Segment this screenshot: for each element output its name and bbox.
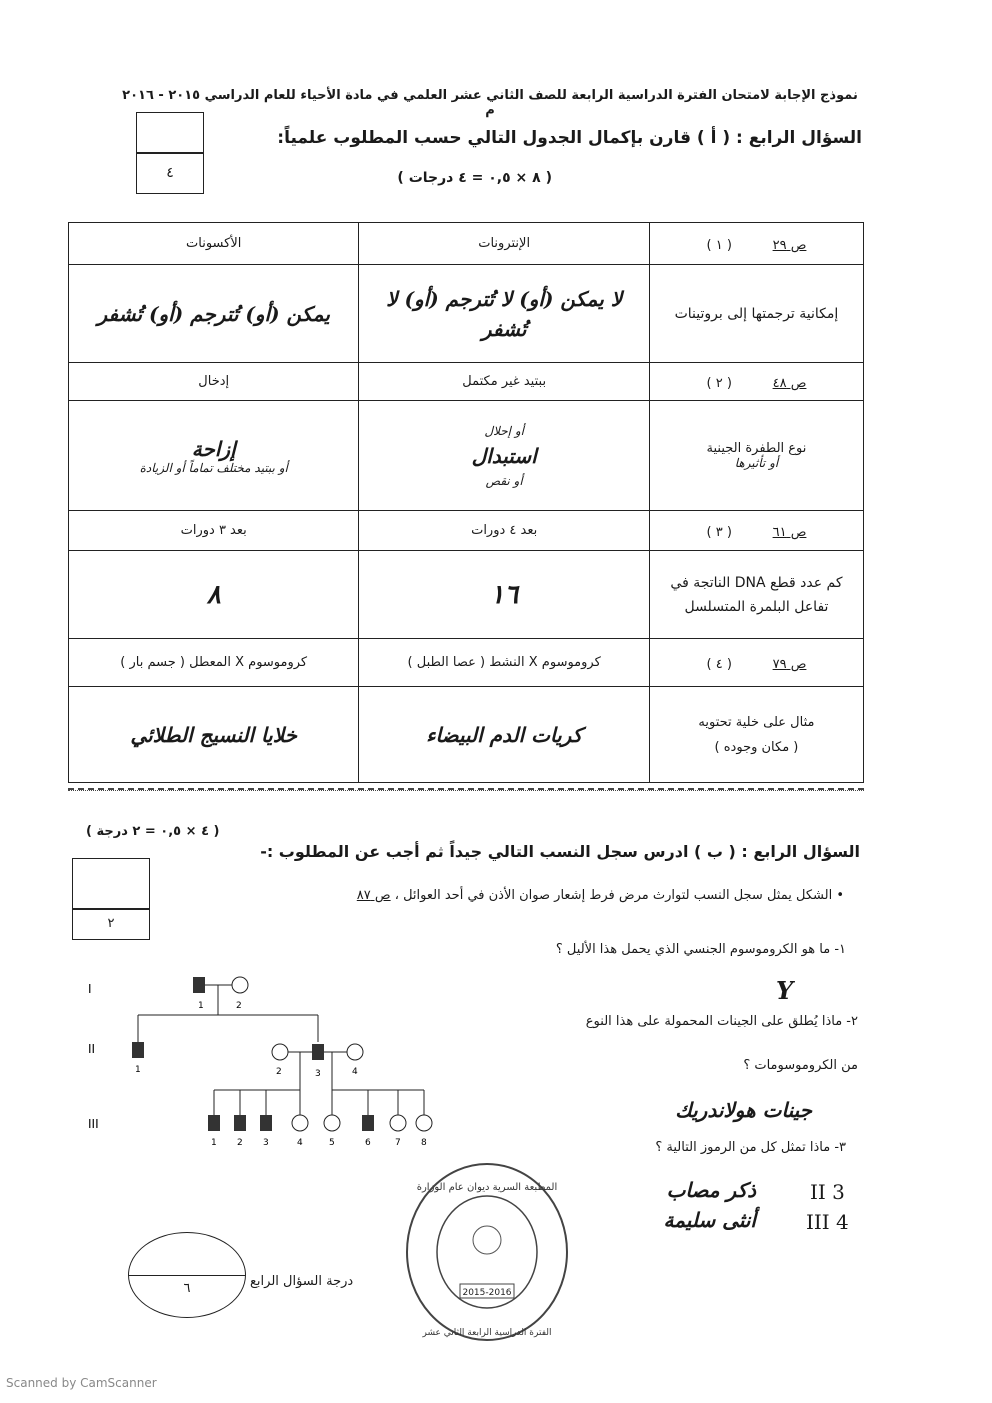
row4-label-2: ( مكان وجوده ) xyxy=(714,739,799,755)
individual-label: 3 xyxy=(263,1138,269,1148)
row1-label: إمكانية ترجمتها إلى بروتينات xyxy=(649,265,863,363)
comparison-table xyxy=(68,222,864,783)
question-3: ٣- ماذا تمثل كل من الرموز التالية ؟ xyxy=(655,1140,846,1155)
symbol-1: II 3 xyxy=(810,1180,845,1204)
female xyxy=(416,1115,432,1131)
question-title-a: السؤال الرابع : ( أ ) قارن بإكمال الجدول التالي حسب المطلوب علمياً: xyxy=(277,128,862,148)
note: أو ببتيد مختلف تماماً أو الزيادة xyxy=(139,460,288,475)
individual-label: 8 xyxy=(421,1138,427,1148)
affected-male xyxy=(312,1044,324,1060)
emblem-icon xyxy=(473,1226,501,1254)
individual-label: 5 xyxy=(329,1138,335,1148)
answer-2: جينات هولاندريك xyxy=(675,1098,812,1122)
generation-label: III xyxy=(88,1117,99,1131)
row-number: ( ٤ ) xyxy=(706,657,732,672)
row4-header-a: كروموسوم X النشط ( عصا الطبل ) xyxy=(359,639,650,687)
score-value: ٢ xyxy=(107,916,115,931)
official-stamp xyxy=(402,1160,572,1350)
affected-male xyxy=(234,1115,246,1131)
question-title-b: السؤال الرابع : ( ب ) ادرس سجل النسب التالي جيداً ثم أجب عن المطلوب :- xyxy=(260,842,860,861)
row4-header-b: كروموسوم X المعطل ( جسم بار ) xyxy=(69,639,359,687)
document-header: نموذج الإجابة لامتحان الفترة الدراسية الرابعة للصف الثاني عشر العلمي في مادة الأحياء للعام الدراسي ٢٠١٥ - ٢٠١٦ م xyxy=(122,88,858,118)
individual-label: 7 xyxy=(395,1138,401,1148)
answer-1: Y xyxy=(776,976,794,1005)
row2-label-note: أو تأثيرها xyxy=(734,456,779,470)
stamp-year: 2015-2016 xyxy=(462,1288,512,1298)
stamp-text: الفترة الدراسية الرابعة الثاني عشر xyxy=(422,1328,552,1338)
individual-label: 4 xyxy=(297,1138,303,1148)
individual-label: 1 xyxy=(198,1001,204,1011)
individual-label: 1 xyxy=(211,1138,217,1148)
row4-label: مثال على خلية تحتويه xyxy=(698,714,815,730)
affected-male xyxy=(208,1115,220,1131)
page-ref: ص ٢٩ xyxy=(772,238,807,253)
symbol-2-answer: أنثى سليمة xyxy=(663,1208,756,1232)
row3-header-b: بعد ٣ دورات xyxy=(69,511,359,551)
total-score-label: درجة السؤال الرابع xyxy=(250,1274,354,1289)
individual-label: 2 xyxy=(237,1138,243,1148)
score-box-part-a xyxy=(136,152,204,194)
female xyxy=(232,977,248,993)
row2-answer-b-cell xyxy=(69,401,359,511)
question-2-line1: ٢- ماذا يُطلق على الجينات المحمولة على هذا النوع xyxy=(585,1014,858,1029)
total-score-circle xyxy=(128,1232,246,1318)
row2-answer-a-cell xyxy=(359,401,650,511)
generation-label: II xyxy=(88,1042,96,1056)
row3-num-cell xyxy=(649,511,863,551)
marks-a: ( ٨ × ٠,٥ = ٤ درجات ) xyxy=(397,170,552,186)
symbol-1-answer: ذكر مصاب xyxy=(666,1178,756,1202)
score-box-part-b xyxy=(72,908,150,940)
total-score-value: ٦ xyxy=(183,1281,191,1296)
female xyxy=(347,1044,363,1060)
header-exons: الأكسونات xyxy=(69,223,359,265)
symbol-2: III 4 xyxy=(806,1210,849,1234)
row4-num-cell xyxy=(649,639,863,687)
note: أو نقص xyxy=(485,473,523,488)
affected-male xyxy=(260,1115,272,1131)
individual-label: 2 xyxy=(236,1001,242,1011)
row1-num-cell xyxy=(649,223,863,265)
divider xyxy=(68,790,864,791)
female xyxy=(390,1115,406,1131)
affected-male xyxy=(193,977,205,993)
stamp-text: المطبعة السرية ديوان عام الوزارة xyxy=(416,1182,558,1193)
score-box-top xyxy=(136,112,204,154)
generation-label: I xyxy=(88,982,92,996)
female xyxy=(272,1044,288,1060)
row3-header-a: بعد ٤ دورات xyxy=(359,511,650,551)
marks-b: ( ٤ × ٠,٥ = ٢ درجة ) xyxy=(86,824,220,839)
row4-label-cell xyxy=(649,687,863,783)
row3-answer-b: ٨ xyxy=(69,551,359,639)
score-value: ٤ xyxy=(166,165,174,181)
row4-answer-a: كريات الدم البيضاء xyxy=(359,687,650,783)
row2-answer-b: إزاحة xyxy=(191,436,236,461)
female xyxy=(324,1115,340,1131)
individual-label: 2 xyxy=(276,1067,282,1077)
female xyxy=(292,1115,308,1131)
row-number: ( ٢ ) xyxy=(706,376,732,391)
row4-answer-b: خلايا النسيج الطلائي xyxy=(69,687,359,783)
row2-header-b: إدخال xyxy=(69,363,359,401)
row1-introns-answer: لا يمكن (أو) لا تُترجم (أو) لا تُشفر xyxy=(359,265,650,363)
affected-male xyxy=(362,1115,374,1131)
header-introns: الإنترونات xyxy=(359,223,650,265)
row2-header-a: ببتيد غير مكتمل xyxy=(359,363,650,401)
row2-num-cell xyxy=(649,363,863,401)
row2-label: نوع الطفرة الجينية xyxy=(706,441,807,456)
row3-label: كم عدد قطع DNA الناتجة في تفاعل البلمرة المتسلسل xyxy=(649,551,863,639)
page-ref: ص ٧٩ xyxy=(772,657,807,672)
page-ref: ص ٨٧ xyxy=(356,888,391,903)
row2-answer-a: استبدال xyxy=(471,443,537,468)
page-ref: ص ٦١ xyxy=(772,525,807,540)
row2-label-cell xyxy=(649,401,863,511)
row-number: ( ٣ ) xyxy=(706,525,732,540)
row1-exons-answer: يمكن (أو) تُترجم (أو) تُشفر xyxy=(69,265,359,363)
individual-label: 3 xyxy=(315,1069,321,1079)
intro-text xyxy=(357,888,844,903)
question-1: ١- ما هو الكروموسوم الجنسي الذي يحمل هذا الأليل ؟ xyxy=(555,942,846,957)
affected-male xyxy=(132,1042,144,1058)
score-box-top-b xyxy=(72,858,150,910)
row3-answer-a: ١٦ xyxy=(359,551,650,639)
note: أو إحلال xyxy=(484,423,524,438)
individual-label: 4 xyxy=(352,1067,358,1077)
individual-label: 6 xyxy=(365,1138,371,1148)
scanner-watermark: Scanned by CamScanner xyxy=(6,1376,157,1390)
intro-sentence: • الشكل يمثل سجل النسب لتوارث مرض فرط إشعار صوان الأذن في أحد العوائل ، xyxy=(394,888,844,903)
row-number: ( ١ ) xyxy=(706,238,732,253)
pedigree-chart xyxy=(80,960,460,1150)
page-ref: ص ٤٨ xyxy=(772,376,807,391)
individual-label: 1 xyxy=(135,1065,141,1075)
question-2-line2: من الكروموسومات ؟ xyxy=(743,1058,858,1073)
